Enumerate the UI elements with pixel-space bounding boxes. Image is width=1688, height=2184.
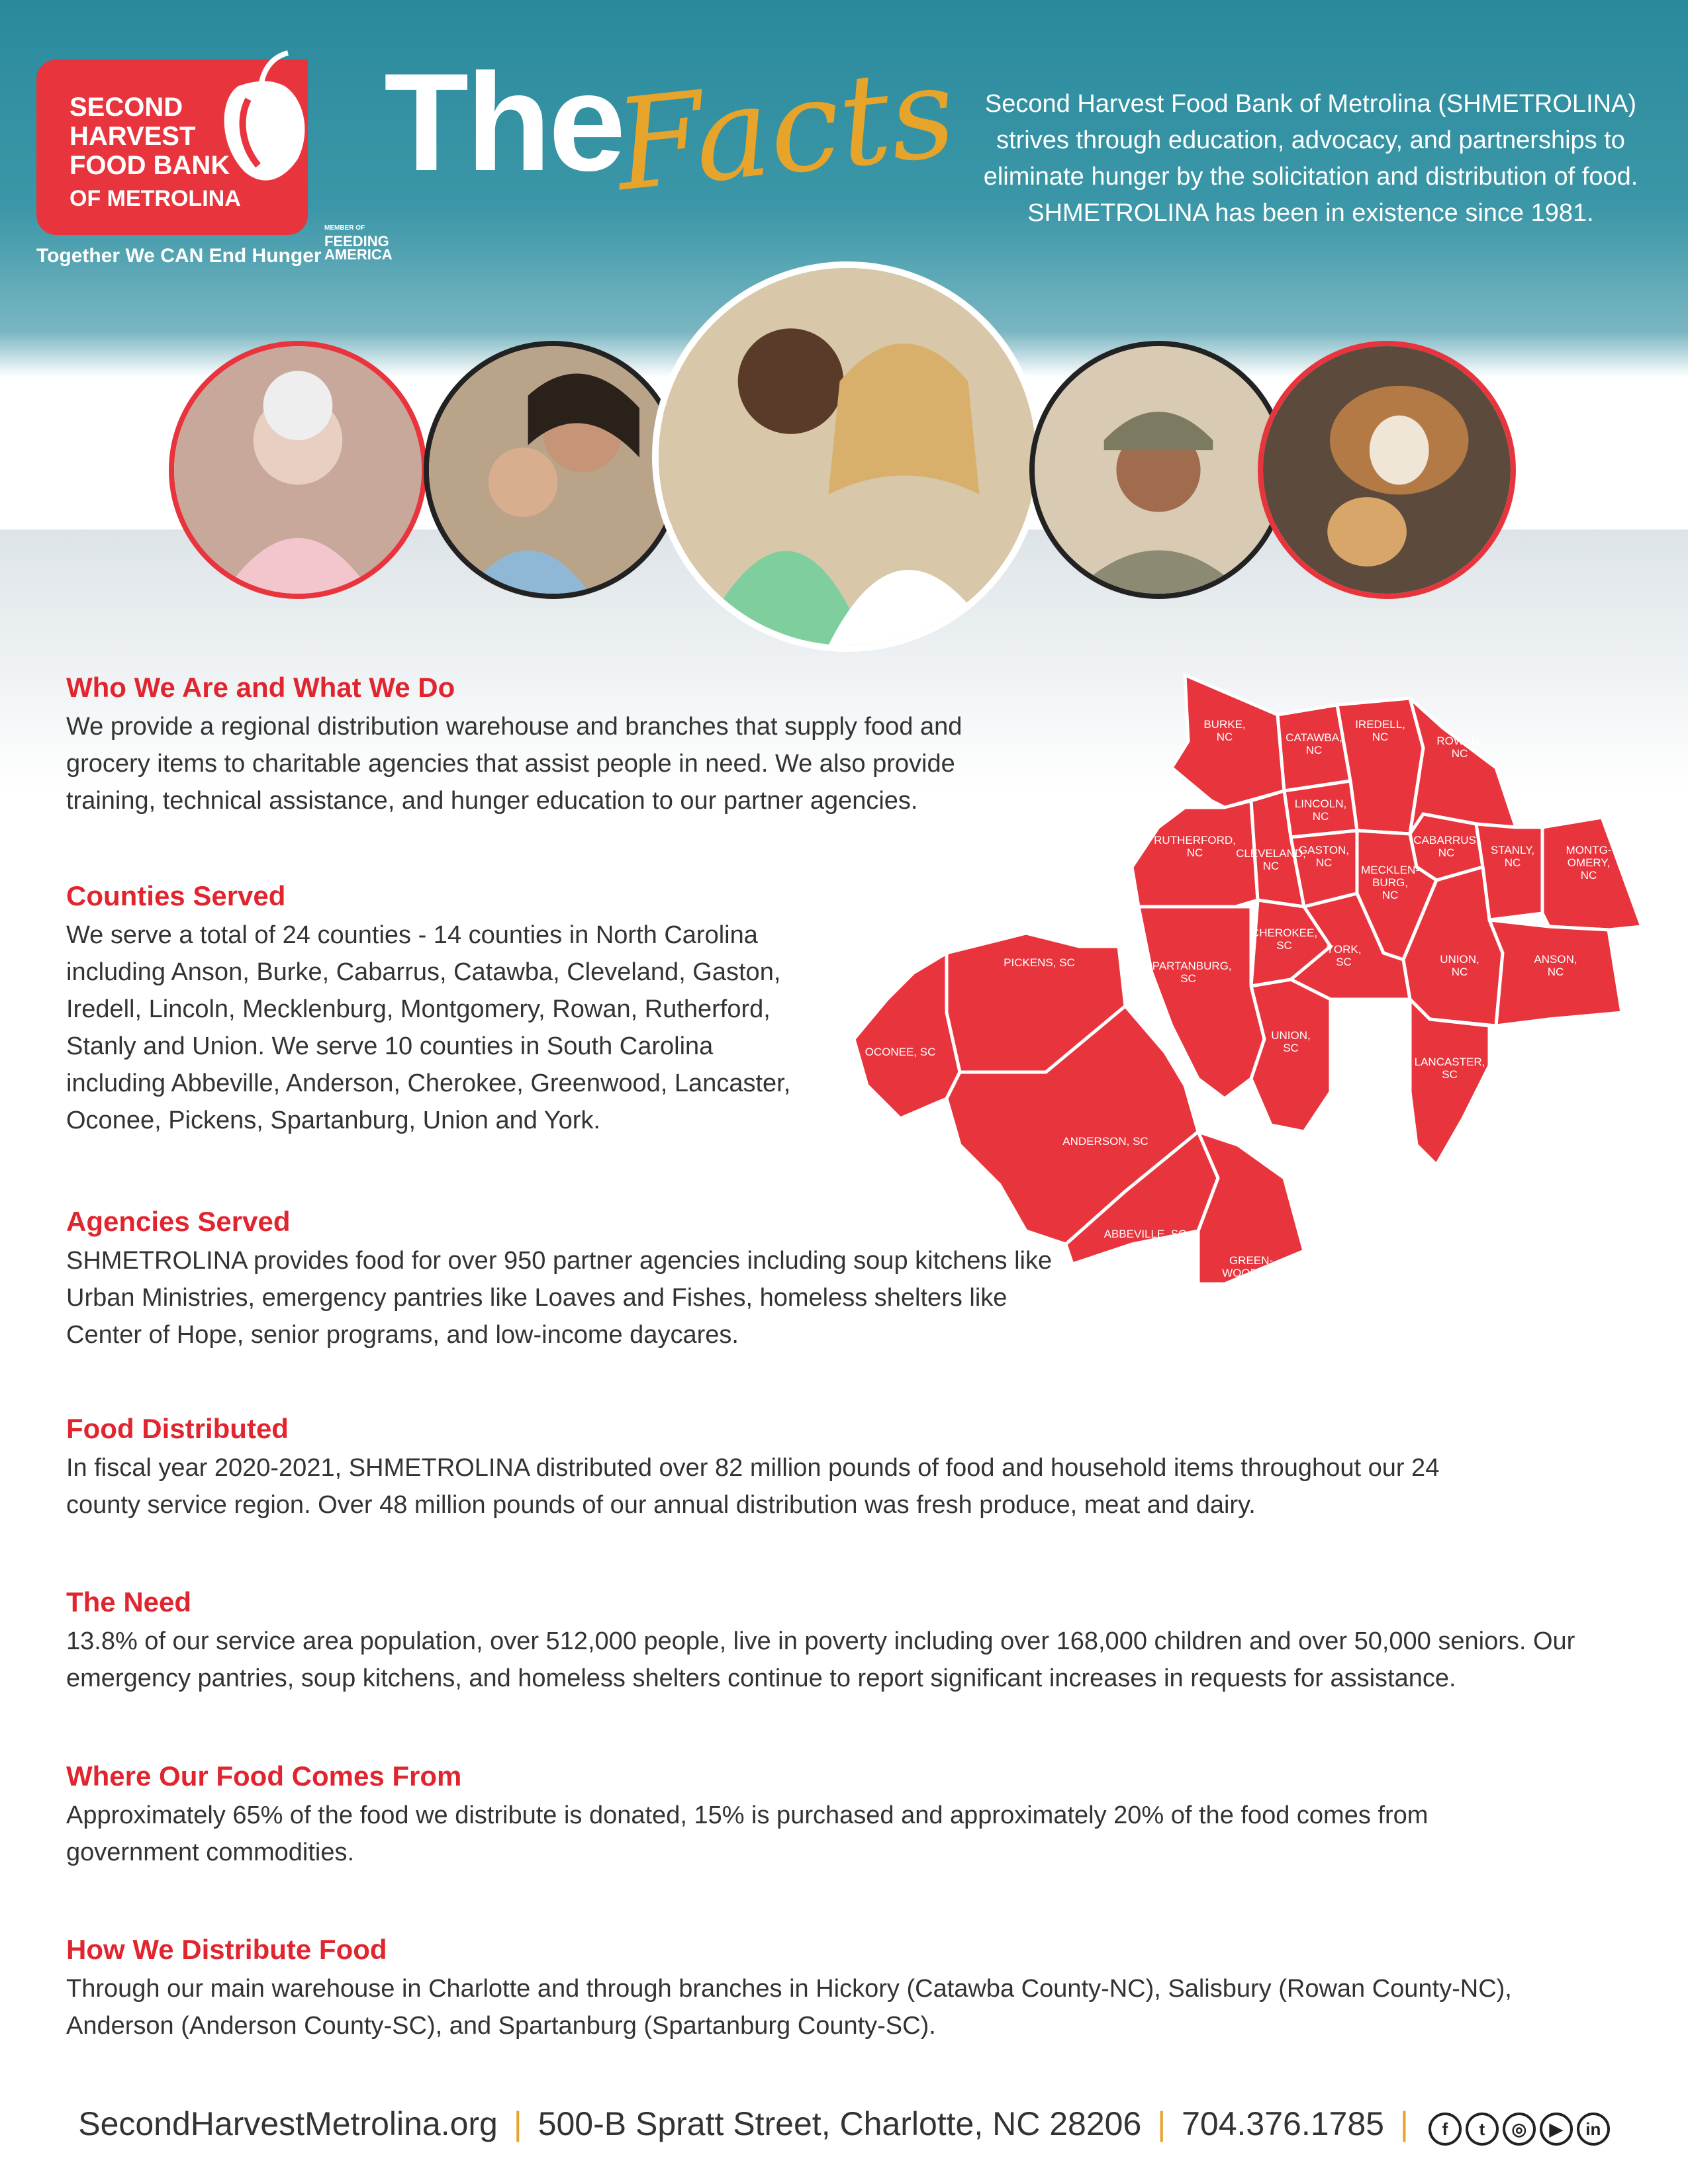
title-facts: Facts [608,38,962,220]
county-label-spartanburg: SPARTANBURG, SC [1145,960,1232,985]
footer [0,2105,1688,2146]
tagline: Together We CAN End Hunger [36,245,322,267]
feeding-america-logo: MEMBER OF FEEDING AMERICA [324,224,393,263]
county-label-abbeville: ABBEVILLE, SC [1103,1228,1187,1240]
county-label-anderson: ANDERSON, SC [1062,1135,1149,1148]
section-body-distribute: Through our main warehouse in Charlotte and through branches in Hickory (Catawba County-NC), Salisbury (Rowan County-NC), Anderson (Anderson County-SC), and Spartanburg (Spartanburg County-SC). [66,1975,1512,2040]
county-label-greenwood: GREEN-WOOD, SC [1222,1254,1280,1279]
county-label-pickens: PICKENS, SC [1004,956,1075,969]
county-label-york: YORK, SC [1326,943,1362,968]
section-body-food: In fiscal year 2020-2021, SHMETROLINA distributed over 82 million pounds of food and household items throughout our 24 county service region. Over 48 million pounds of our annual distribution was fresh produce, meat and dairy. [66,1454,1440,1519]
apple-icon [212,46,311,192]
photo-soldier [1029,341,1288,599]
linkedin-icon[interactable]: in [1577,2113,1610,2146]
section-title-need: The Need [66,1586,192,1617]
county-label-lancaster: LANCASTER, SC [1414,1056,1485,1081]
section-title-who: Who We Are and What We Do [66,672,455,703]
county-oconee [854,953,960,1118]
county-label-catawba: CATAWBA, NC [1286,731,1342,756]
logo[interactable] [36,60,308,235]
separator: | [513,2105,522,2142]
county-label-stanly: STANLY, NC [1490,844,1535,869]
separator: | [1157,2105,1166,2142]
youtube-icon[interactable]: ▶ [1540,2113,1573,2146]
county-label-cleveland: CLEVELAND, NC [1236,847,1306,872]
county-label-anson: ANSON, NC [1534,953,1577,978]
section-body-source: Approximately 65% of the food we distribute is donated, 15% is purchased and approximately 20% of the food comes from government commodities. [66,1801,1429,1866]
county-map [827,668,1655,1330]
county-label-lincoln: LINCOLN, NC [1294,797,1347,823]
section-title-agencies: Agencies Served [66,1206,291,1237]
photo-dog-cat [1258,341,1516,599]
county-label-gaston: GASTON, NC [1298,844,1350,869]
facebook-icon[interactable]: f [1429,2113,1462,2146]
website-link[interactable]: SecondHarvestMetrolina.org [78,2105,498,2142]
logo-line-3: FOOD BANK [70,151,230,180]
county-lancaster [1410,999,1489,1165]
section-body-counties: We serve a total of 24 counties - 14 counties in North Carolina including Anson, Burke, Cabarrus, Catawba, Cleveland, Gaston, Iredell, Lincoln, Mecklenburg, Montgomery, Rowan, Rutherford, Stanly and Union. We serve 10 counties in South Carolina including Abbeville, Anderson, Cherokee, Greenwood, Lancaster, Oconee, Pickens, Spartanburg, Union and York. [66,921,791,1134]
county-union-sc [1251,979,1331,1132]
logo-line-4: OF METROLINA [70,186,241,211]
county-label-oconee: OCONEE, SC [865,1046,936,1058]
title-the: The [384,44,624,200]
section-title-source: Where Our Food Comes From [66,1760,462,1792]
county-label-cabarrus: CABARRUS, NC [1413,834,1479,859]
county-label-mecklenburg: MECKLEN-BURG, NC [1361,864,1419,901]
county-label-union-sc: UNION, SC [1271,1029,1311,1054]
county-label-iredell: IREDELL, NC [1355,718,1405,743]
county-label-burke: BURKE, NC [1203,718,1246,743]
county-label-cherokee: CHEROKEE, SC [1250,927,1318,952]
photo-mother-child [424,341,682,599]
phone[interactable]: 704.376.1785 [1182,2105,1384,2142]
county-label-rutherford: RUTHERFORD, NC [1154,834,1236,859]
section-body-who: We provide a regional distribution warehouse and branches that supply food and grocery items to charitable agencies that assist people in need. We also provide training, technical assistance, and hunger education to our partner agencies. [66,713,962,815]
section-body-agencies: SHMETROLINA provides food for over 950 partner agencies including soup kitchens like Urban Ministries, emergency pantries like Loaves and Fishes, homeless shelters like Center of Hope, senior programs, and low-income daycares. [66,1247,1053,1349]
photo-senior-woman [169,341,427,599]
section-title-food: Food Distributed [66,1413,289,1444]
photo-children [652,261,1043,652]
section-body-need: 13.8% of our service area population, over 512,000 people, live in poverty including over 168,000 children and over 50,000 seniors. Our emergency pantries, soup kitchens, and homeless shelters continue to report significant increases in requests for assistance. [66,1627,1575,1692]
twitter-icon[interactable]: t [1466,2113,1499,2146]
mission-statement: Second Harvest Food Bank of Metrolina (SHMETROLINA) strives through education, advocacy, and partnerships to eliminate hunger by the solicitation and distribution of food. SHMETROLINA has been in existence since 1981. [983,90,1638,227]
address: 500-B Spratt Street, Charlotte, NC 28206 [538,2105,1142,2142]
social-icons [1425,2107,1610,2146]
logo-line-1: SECOND [70,93,183,122]
separator: | [1399,2105,1409,2142]
county-label-montgomery: MONTG-OMERY, NC [1566,844,1612,882]
instagram-icon[interactable]: ◎ [1503,2113,1536,2146]
county-label-rowan: ROWAN, NC [1436,735,1483,760]
section-title-counties: Counties Served [66,880,286,911]
county-label-union-nc: UNION, NC [1440,953,1479,978]
logo-line-2: HARVEST [70,122,196,151]
section-title-distribute: How We Distribute Food [66,1934,387,1965]
